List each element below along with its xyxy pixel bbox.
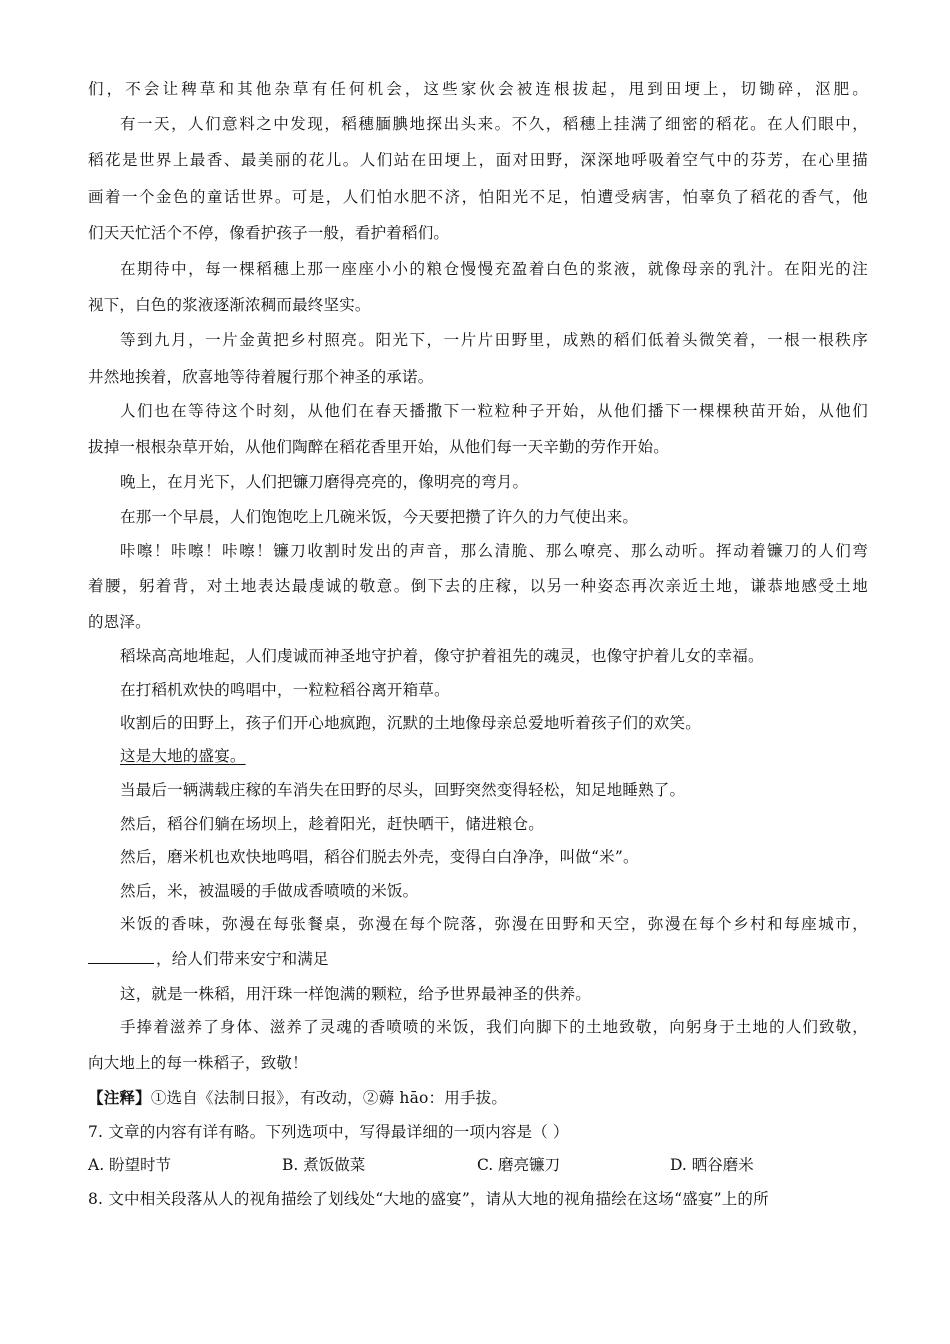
passage-line: 等到九月，一片金黄把乡村照亮。阳光下，一片片田野里，成熟的稻们低着头微笑着，一根一根秩序 — [120, 331, 868, 349]
passage-line: 稻花是世界上最香、最美丽的花儿。人们站在田埂上，面对田野，深深地呼吸着空气中的芬芳，在心里描 — [88, 151, 868, 169]
passage-line: 着腰，躬着背，对土地表达最虔诚的敬意。倒下去的庄稼，以另一种姿态再次亲近土地，谦恭地感受土地 — [88, 577, 868, 595]
passage-line: 晚上，在月光下，人们把镰刀磨得亮亮的，像明亮的弯月。 — [120, 473, 529, 491]
underlined-phrase: 这是大地的盛宴。 — [120, 747, 246, 765]
passage-line: 在那一个早晨，人们饱饱吃上几碗米饭，今天要把攒了许久的力气使出来。 — [120, 508, 639, 526]
passage-line: 咔嚓！咔嚓！咔嚓！镰刀收割时发出的声音，那么清脆、那么嘹亮、那么动听。挥动着镰刀的人们弯 — [120, 542, 868, 560]
passage-line: 有一天，人们意料之中发现，稻穗腼腆地探出头来。不久，稻穗上挂满了细密的稻花。在人们眼中， — [120, 115, 868, 133]
passage-line: ，给人们带来安宁和满足 — [156, 950, 329, 968]
passage-line: 拔掉一根根杂草开始，从他们陶醉在稻花香里开始，从他们每一天辛勤的劳作开始。 — [88, 438, 669, 456]
fill-in-blank[interactable] — [88, 949, 154, 964]
passage-line: 们，不会让稗草和其他杂草有任何机会，这些家伙会被连根拔起，甩到田埂上，切锄碎，沤肥。 — [88, 80, 868, 98]
passage-line: 稻垛高高地堆起，人们虔诚而神圣地守护着，像守护着祖先的魂灵，也像守护着儿女的幸福。 — [120, 647, 764, 665]
passage-line: 米饭的香味，弥漫在每张餐桌，弥漫在每个院落，弥漫在田野和天空，弥漫在每个乡村和每座城市， — [120, 915, 868, 933]
annotation-label: 【注释】 — [88, 1088, 151, 1107]
passage-line: 画着一个金色的童话世界。可是，人们怕水肥不济，怕阳光不足，怕遭受病害，怕辜负了稻花的香气，他 — [88, 188, 868, 206]
question-7-option-b[interactable]: B. 煮饭做菜 — [282, 1156, 366, 1174]
passage-line: 井然地挨着，欣喜地等待着履行那个神圣的承诺。 — [88, 368, 434, 386]
passage-line: 手捧着滋养了身体、滋养了灵魂的香喷喷的米饭，我们向脚下的土地致敬，向躬身于土地的人们致敬， — [120, 1018, 868, 1036]
question-8-stem: 8. 文中相关段落从人的视角描绘了划线处“大地的盛宴”，请从大地的视角描绘在这场“盛宴”上的所 — [88, 1190, 769, 1208]
passage-line: 当最后一辆满载庄稼的车消失在田野的尽头，回野突然变得轻松，知足地睡熟了。 — [120, 781, 686, 799]
annotation-text: ①选自《法制日报》，有改动，②薅 hāo：用手拔。 — [150, 1089, 508, 1107]
passage-line: 然后，米，被温暖的手做成香喷喷的米饭。 — [120, 882, 419, 900]
blank-line — [88, 948, 868, 970]
passage-line: 向大地上的每一株稻子，致敬！ — [88, 1054, 308, 1072]
passage-line: 在打稻机欢快的鸣唱中，一粒粒稻谷离开箱草。 — [120, 681, 450, 699]
passage-line: 在期待中，每一棵稻穗上那一座座小小的粮仓慢慢充盈着白色的浆液，就像母亲的乳汁。在阳光的注 — [120, 260, 868, 278]
passage-line: 然后，磨米机也欢快地鸣唱，稻谷们脱去外壳，变得白白净净，叫做“米”。 — [120, 848, 639, 866]
question-7-option-c[interactable]: C. 磨亮镰刀 — [477, 1156, 561, 1174]
passage-line: 这，就是一株稻，用汗珠一样饱满的颗粒，给予世界最神圣的供养。 — [120, 985, 592, 1003]
passage-line: 视下，白色的浆液逐渐浓稠而最终坚实。 — [88, 296, 371, 314]
annotation — [88, 1087, 868, 1109]
passage-line: 们天天忙活个不停，像看护孩子一般，看护着稻们。 — [88, 224, 450, 242]
question-7-option-a[interactable]: A. 盼望时节 — [88, 1156, 172, 1174]
passage-line: 人们也在等待这个时刻，从他们在春天播撒下一粒粒种子开始，从他们播下一棵棵秧苗开始，从他们 — [120, 402, 868, 420]
passage-line: 收割后的田野上，孩子们开心地疯跑，沉默的土地像母亲总爱地听着孩子们的欢笑。 — [120, 714, 701, 732]
passage-line: 然后，稻谷们躺在场坝上，趁着阳光，赶快晒干，储进粮仓。 — [120, 815, 544, 833]
passage-line: 的恩泽。 — [88, 613, 151, 631]
question-7-stem: 7. 文章的内容有详有略。下列选项中，写得最详细的一项内容是（ ） — [88, 1123, 569, 1141]
question-7-option-d[interactable]: D. 晒谷磨米 — [670, 1156, 754, 1174]
